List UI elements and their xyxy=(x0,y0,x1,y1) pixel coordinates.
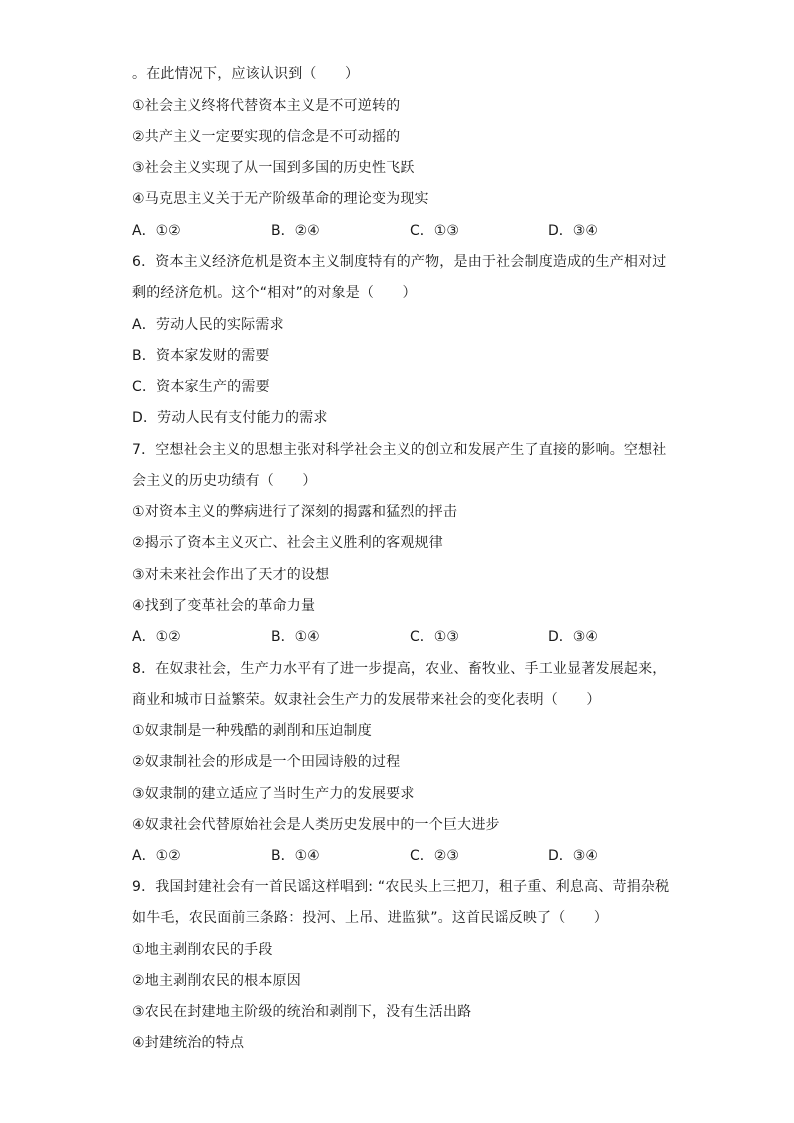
q7-option-c: C．①③ xyxy=(410,629,459,645)
q5-option-d: D．③④ xyxy=(548,223,598,239)
q7-option-b: B．①④ xyxy=(271,629,320,645)
q5-option-b: B．②④ xyxy=(271,223,320,239)
q7-item-2: ②揭示了资本主义灭亡、社会主义胜利的客观规律 xyxy=(132,535,443,551)
q7-stem-line-1: 7．空想社会主义的思想主张对科学社会主义的创立和发展产生了直接的影响。空想社 xyxy=(132,442,667,458)
q9-stem-line-1: 9．我国封建社会有一首民谣这样唱到: “农民头上三把刀，租子重、利息高、苛捐杂税 xyxy=(132,879,670,895)
q8-stem-line-1: 8．在奴隶社会，生产力水平有了进一步提高，农业、畜牧业、手工业显著发展起来， xyxy=(132,661,667,677)
q8-item-4: ④奴隶社会代替原始社会是人类历史发展中的一个巨大进步 xyxy=(132,817,500,833)
q9-item-2: ②地主剥削农民的根本原因 xyxy=(132,973,301,989)
q9-item-3: ③农民在封建地主阶级的统治和剥削下，没有生活出路 xyxy=(132,1004,472,1020)
q7-option-a: A．①② xyxy=(132,629,181,645)
q5-option-c: C．①③ xyxy=(410,223,459,239)
q7-item-1: ①对资本主义的弊病进行了深刻的揭露和猛烈的抨击 xyxy=(132,504,458,520)
q7-option-d: D．③④ xyxy=(548,629,598,645)
q8-option-a: A．①② xyxy=(132,848,181,864)
q8-option-c: C．②③ xyxy=(410,848,459,864)
q9-stem-line-2: 如牛毛，农民面前三条路：投河、上吊、进监狱”。这首民谣反映了（ ） xyxy=(132,910,609,926)
q9-item-1: ①地主剥削农民的手段 xyxy=(132,942,273,958)
q6-option-b: B．资本家发财的需要 xyxy=(132,348,270,364)
q6-option-c: C．资本家生产的需要 xyxy=(132,379,270,395)
q6-option-a: A．劳动人民的实际需求 xyxy=(132,317,284,333)
q8-option-b: B．①④ xyxy=(271,848,320,864)
q5-item-3: ③社会主义实现了从一国到多国的历史性飞跃 xyxy=(132,160,415,176)
q5-stem-tail: 。在此情况下，应该认识到（ ） xyxy=(132,66,360,82)
q5-item-2: ②共产主义一定要实现的信念是不可动摇的 xyxy=(132,129,401,145)
q8-option-d: D．③④ xyxy=(548,848,598,864)
q7-item-4: ④找到了变革社会的革命力量 xyxy=(132,598,316,614)
q6-stem-line-2: 剩的经济危机。这个“相对”的对象是（ ） xyxy=(132,285,417,301)
q8-stem-line-2: 商业和城市日益繁荣。奴隶社会生产力的发展带来社会的变化表明（ ） xyxy=(132,692,601,708)
q6-stem-line-1: 6．资本主义经济危机是资本主义制度特有的产物，是由于社会制度造成的生产相对过 xyxy=(132,254,667,270)
q7-stem-line-2: 会主义的历史功绩有（ ） xyxy=(132,473,317,489)
q5-item-4: ④马克思主义关于无产阶级革命的理论变为现实 xyxy=(132,191,429,207)
q6-option-d: D．劳动人民有支付能力的需求 xyxy=(132,410,328,426)
q7-item-3: ③对未来社会作出了天才的设想 xyxy=(132,567,330,583)
q8-item-2: ②奴隶制社会的形成是一个田园诗般的过程 xyxy=(132,754,401,770)
q5-item-1: ①社会主义终将代替资本主义是不可逆转的 xyxy=(132,98,401,114)
q5-option-a: A．①② xyxy=(132,223,181,239)
q8-item-1: ①奴隶制是一种残酷的剥削和压迫制度 xyxy=(132,723,372,739)
q8-item-3: ③奴隶制的建立适应了当时生产力的发展要求 xyxy=(132,786,415,802)
q9-item-4: ④封建统治的特点 xyxy=(132,1035,245,1051)
